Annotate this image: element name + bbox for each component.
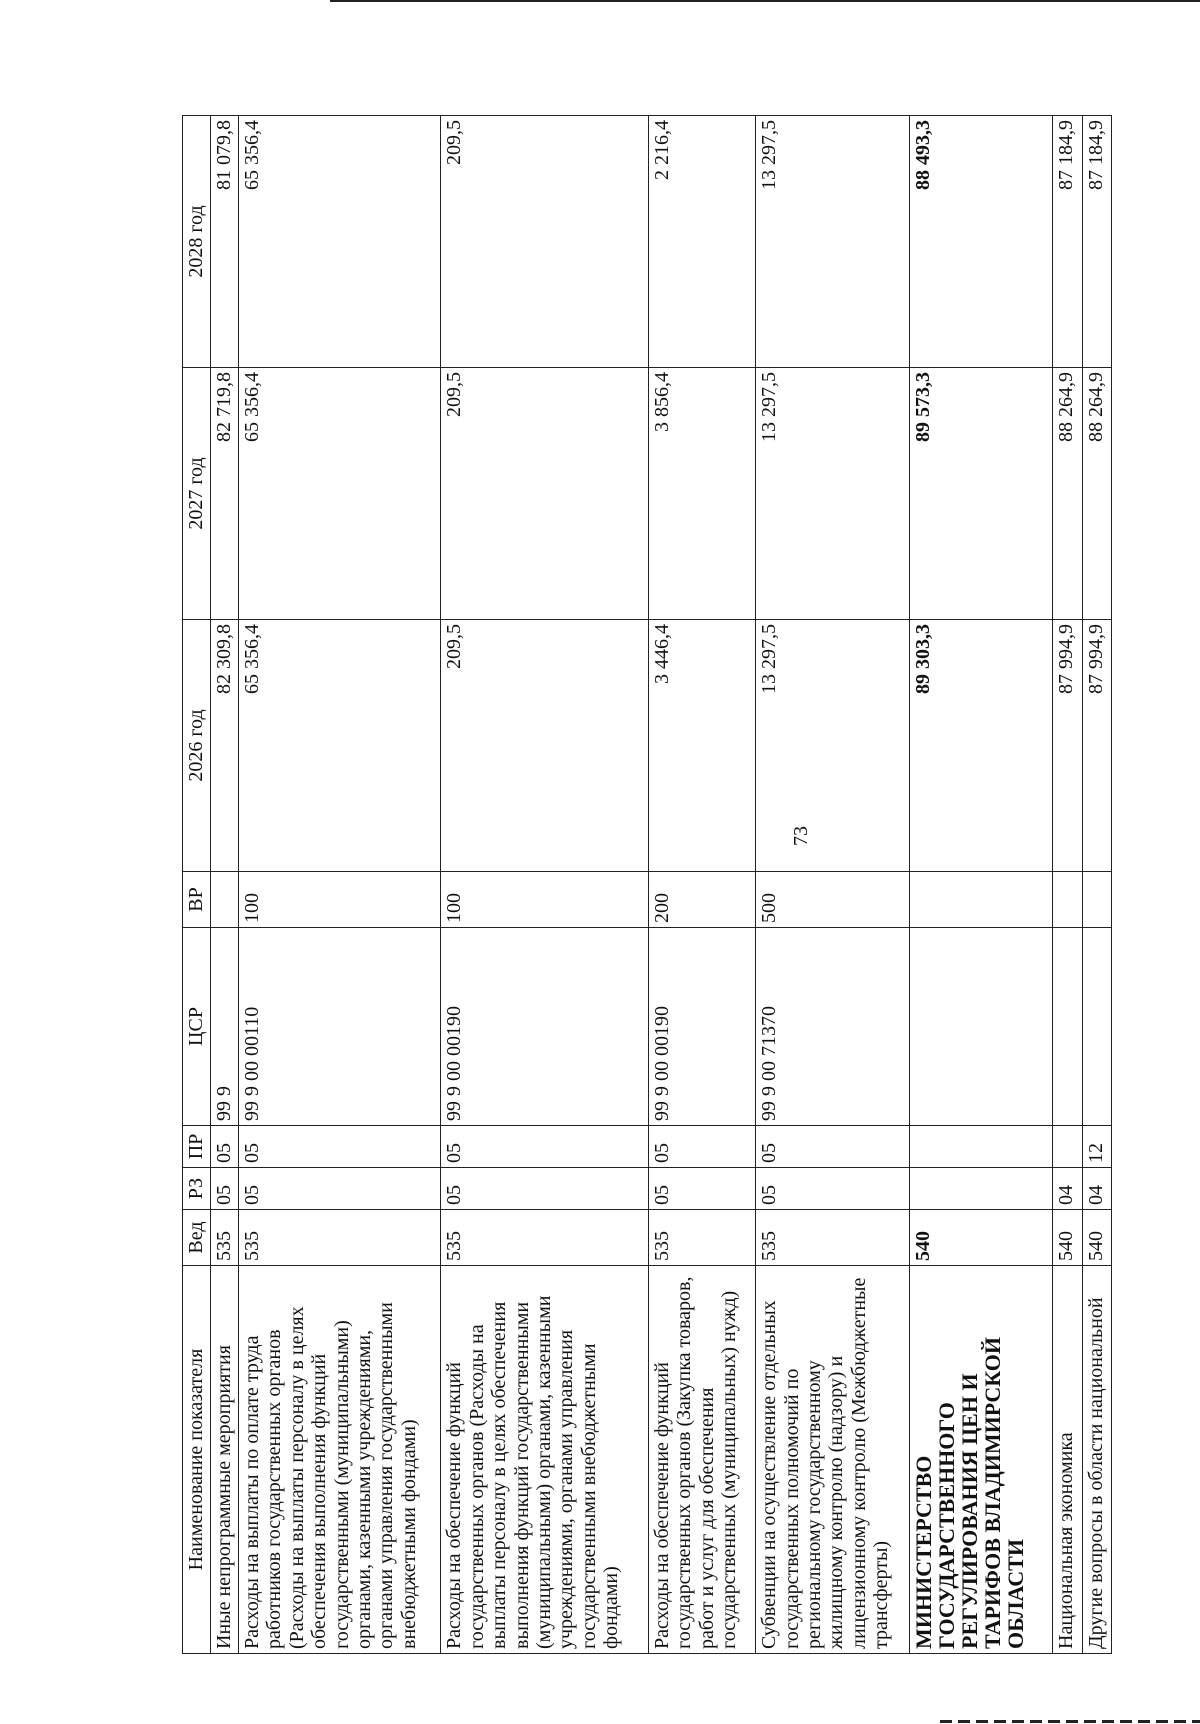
- row-2026: 65 356,4: [239, 620, 441, 872]
- row-ved: 535: [648, 1210, 755, 1266]
- row-rz: 04: [1052, 1168, 1083, 1210]
- row-name: Субвенции на осуществление отдельных государственных полномочий по региональному государственному жилищному контролю (надзору) и лицензионному контролю (Межбюджетные трансферты): [756, 1266, 909, 1654]
- row-pr: 05: [211, 1126, 239, 1168]
- budget-table: [182, 115, 1112, 1654]
- row-2027: 82 719,8: [211, 368, 239, 620]
- row-name: Расходы на обеспечение функций государственных органов (Расходы на выплаты персоналу в целях обеспечения выполнения функций государственными (муниципальными) органами, казенными учреждениями, органами управления государственными внебюджетными фондами): [441, 1266, 649, 1654]
- header-2027: 2027 год: [183, 368, 211, 620]
- row-2028: 87 184,9: [1052, 116, 1083, 368]
- row-name: Расходы на выплаты по оплате труда работников государственных органов (Расходы на выплаты персоналу в целях обеспечения выполнения функций государственными (муниципальными) органами, казенными учреждениями, органами управления государственными внебюджетными фондами): [239, 1266, 441, 1654]
- header-pr: ПР: [183, 1126, 211, 1168]
- row-pr: [1052, 1126, 1083, 1168]
- row-csr: [1052, 928, 1083, 1126]
- table-row: [648, 116, 755, 1654]
- row-2026: 89 303,3: [909, 620, 1052, 872]
- row-2027: 65 356,4: [239, 368, 441, 620]
- table-row: [909, 116, 1052, 1654]
- row-ved: 540: [1052, 1210, 1083, 1266]
- header-2026: 2026 год: [183, 620, 211, 872]
- row-ved: 535: [756, 1210, 909, 1266]
- table-row: [1083, 116, 1112, 1654]
- header-rz: РЗ: [183, 1168, 211, 1210]
- header-ved: Вед: [183, 1210, 211, 1266]
- row-ved: 540: [909, 1210, 1052, 1266]
- row-csr: 99 9 00 00190: [441, 928, 649, 1126]
- row-2027: 3 856,4: [648, 368, 755, 620]
- row-2027: 89 573,3: [909, 368, 1052, 620]
- row-2026: 82 309,8: [211, 620, 239, 872]
- row-2026: 87 994,9: [1083, 620, 1112, 872]
- row-2026: 209,5: [441, 620, 649, 872]
- row-csr: 99 9: [211, 928, 239, 1126]
- row-pr: 05: [648, 1126, 755, 1168]
- row-2028: 87 184,9: [1083, 116, 1112, 368]
- row-2027: 209,5: [441, 368, 649, 620]
- row-name: Иные непрограммные мероприятия: [211, 1266, 239, 1654]
- row-ved: 535: [441, 1210, 649, 1266]
- row-rz: 05: [211, 1168, 239, 1210]
- scan-top-line: [330, 0, 1200, 2]
- row-2028: 13 297,5: [756, 116, 909, 368]
- row-name: Расходы на обеспечение функций государственных органов (Закупка товаров, работ и услуг для обеспечения государственных (муниципальных) нужд): [648, 1266, 755, 1654]
- row-pr: 05: [756, 1126, 909, 1168]
- table-header-row: [183, 116, 211, 1654]
- table-row: [441, 116, 649, 1654]
- row-name: Национальная экономика: [1052, 1266, 1083, 1654]
- row-2028: 65 356,4: [239, 116, 441, 368]
- page-number: 73: [790, 826, 812, 846]
- row-ved: 540: [1083, 1210, 1112, 1266]
- rotated-budget-page: [182, 116, 1112, 1654]
- row-rz: 05: [648, 1168, 755, 1210]
- row-vr: [909, 872, 1052, 928]
- row-2028: 2 216,4: [648, 116, 755, 368]
- row-2028: 209,5: [441, 116, 649, 368]
- row-vr: 100: [239, 872, 441, 928]
- row-2026: 87 994,9: [1052, 620, 1083, 872]
- table-row: [211, 116, 239, 1654]
- row-2026: 13 297,5: [756, 620, 909, 872]
- row-rz: 05: [756, 1168, 909, 1210]
- row-rz: 04: [1083, 1168, 1112, 1210]
- row-vr: [1052, 872, 1083, 928]
- row-pr: [909, 1126, 1052, 1168]
- row-2027: 88 264,9: [1083, 368, 1112, 620]
- row-csr: [1083, 928, 1112, 1126]
- table-row: [756, 116, 909, 1654]
- header-2028: 2028 год: [183, 116, 211, 368]
- row-vr: [211, 872, 239, 928]
- row-2027: 88 264,9: [1052, 368, 1083, 620]
- table-row: [1052, 116, 1083, 1654]
- row-name: Другие вопросы в области национальной: [1083, 1266, 1112, 1654]
- row-2028: 88 493,3: [909, 116, 1052, 368]
- row-ved: 535: [211, 1210, 239, 1266]
- row-name: МИНИСТЕРСТВО ГОСУДАРСТВЕННОГО РЕГУЛИРОВАНИЯ ЦЕН И ТАРИФОВ ВЛАДИМИРСКОЙ ОБЛАСТИ: [909, 1266, 1052, 1654]
- row-rz: 05: [239, 1168, 441, 1210]
- row-2028: 81 079,8: [211, 116, 239, 368]
- row-vr: 500: [756, 872, 909, 928]
- row-pr: 05: [239, 1126, 441, 1168]
- header-csr: ЦСР: [183, 928, 211, 1126]
- row-vr: [1083, 872, 1112, 928]
- row-csr: [909, 928, 1052, 1126]
- row-pr: 05: [441, 1126, 649, 1168]
- row-2027: 13 297,5: [756, 368, 909, 620]
- row-vr: 200: [648, 872, 755, 928]
- row-2026: 3 446,4: [648, 620, 755, 872]
- row-pr: 12: [1083, 1126, 1112, 1168]
- header-name: Наименование показателя: [183, 1266, 211, 1654]
- row-rz: [909, 1168, 1052, 1210]
- header-vr: ВР: [183, 872, 211, 928]
- row-csr: 99 9 00 00110: [239, 928, 441, 1126]
- row-vr: 100: [441, 872, 649, 928]
- row-csr: 99 9 00 71370: [756, 928, 909, 1126]
- row-rz: 05: [441, 1168, 649, 1210]
- scan-bottom-dashes: [940, 1720, 1200, 1723]
- row-csr: 99 9 00 00190: [648, 928, 755, 1126]
- row-ved: 535: [239, 1210, 441, 1266]
- table-row: [239, 116, 441, 1654]
